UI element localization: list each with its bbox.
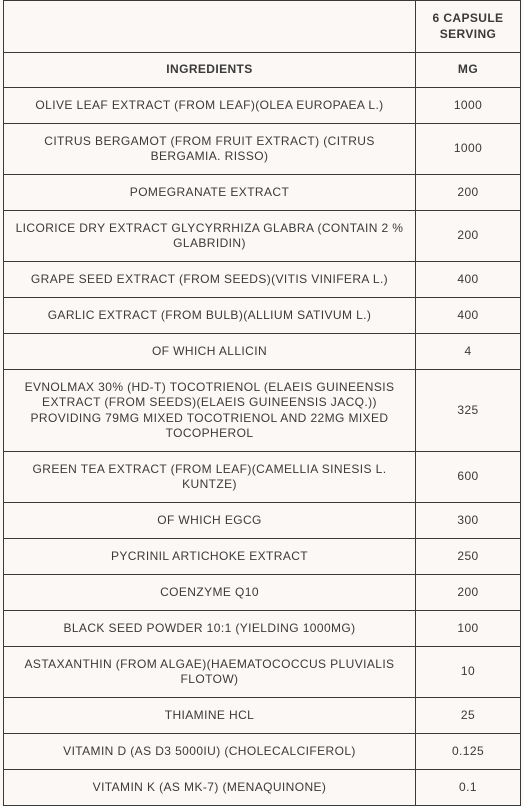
ingredient-name: OLIVE LEAF EXTRACT (FROM LEAF)(OLEA EUROPAEA L.) xyxy=(4,88,416,124)
ingredient-row xyxy=(4,175,521,211)
ingredient-row xyxy=(4,370,521,452)
ingredient-amount: 400 xyxy=(416,298,521,334)
ingredient-row xyxy=(4,452,521,503)
ingredient-row xyxy=(4,539,521,575)
ingredient-name: OF WHICH ALLICIN xyxy=(4,334,416,370)
ingredient-amount: 400 xyxy=(416,262,521,298)
supplement-facts-table xyxy=(3,0,521,806)
ingredients-header: INGREDIENTS xyxy=(4,53,416,88)
ingredient-amount: 1000 xyxy=(416,88,521,124)
ingredient-name: POMEGRANATE EXTRACT xyxy=(4,175,416,211)
ingredient-name: CITRUS BERGAMOT (FROM FRUIT EXTRACT) (CITRUS BERGAMIA. RISSO) xyxy=(4,124,416,175)
ingredient-row xyxy=(4,770,521,806)
ingredient-amount: 250 xyxy=(416,539,521,575)
ingredient-name: PYCRINIL ARTICHOKE EXTRACT xyxy=(4,539,416,575)
ingredient-amount: 10 xyxy=(416,647,521,698)
ingredient-row xyxy=(4,611,521,647)
ingredient-row xyxy=(4,211,521,262)
ingredient-name: BLACK SEED POWDER 10:1 (YIELDING 1000MG) xyxy=(4,611,416,647)
ingredient-name: OF WHICH EGCG xyxy=(4,503,416,539)
ingredient-row xyxy=(4,698,521,734)
ingredient-amount: 300 xyxy=(416,503,521,539)
ingredient-row xyxy=(4,334,521,370)
ingredient-name: VITAMIN D (AS D3 5000IU) (CHOLECALCIFEROL) xyxy=(4,734,416,770)
ingredient-row xyxy=(4,298,521,334)
ingredient-name: THIAMINE HCL xyxy=(4,698,416,734)
ingredient-name: LICORICE DRY EXTRACT GLYCYRRHIZA GLABRA (CONTAIN 2 % GLABRIDIN) xyxy=(4,211,416,262)
ingredient-row xyxy=(4,88,521,124)
ingredient-name: VITAMIN K (AS MK-7) (MENAQUINONE) xyxy=(4,770,416,806)
ingredient-amount: 325 xyxy=(416,370,521,452)
ingredient-amount: 4 xyxy=(416,334,521,370)
column-header-row xyxy=(4,53,521,88)
ingredient-name: ASTAXANTHIN (FROM ALGAE)(HAEMATOCOCCUS PLUVIALIS FLOTOW) xyxy=(4,647,416,698)
unit-header: MG xyxy=(416,53,521,88)
ingredient-name: EVNOLMAX 30% (HD-T) TOCOTRIENOL (ELAEIS GUINEENSIS EXTRACT (FROM SEEDS)(ELAEIS GUINEENSIS JACQ.)) PROVIDING 79MG MIXED TOCOTRIENOL AND 22MG MIXED TOCOPHEROL xyxy=(4,370,416,452)
ingredient-amount: 1000 xyxy=(416,124,521,175)
ingredient-amount: 0.1 xyxy=(416,770,521,806)
ingredient-amount: 0.125 xyxy=(416,734,521,770)
ingredient-amount: 600 xyxy=(416,452,521,503)
ingredient-name: GARLIC EXTRACT (FROM BULB)(ALLIUM SATIVUM L.) xyxy=(4,298,416,334)
ingredient-name: GREEN TEA EXTRACT (FROM LEAF)(CAMELLIA SINESIS L. KUNTZE) xyxy=(4,452,416,503)
ingredient-name: COENZYME Q10 xyxy=(4,575,416,611)
ingredient-row xyxy=(4,647,521,698)
ingredient-amount: 200 xyxy=(416,175,521,211)
ingredient-amount: 25 xyxy=(416,698,521,734)
ingredient-row xyxy=(4,124,521,175)
ingredient-name: GRAPE SEED EXTRACT (FROM SEEDS)(VITIS VINIFERA L.) xyxy=(4,262,416,298)
ingredient-amount: 100 xyxy=(416,611,521,647)
empty-header-cell xyxy=(4,1,416,53)
ingredient-amount: 200 xyxy=(416,211,521,262)
serving-header-row xyxy=(4,1,521,53)
ingredient-row xyxy=(4,262,521,298)
serving-size-header: 6 CAPSULE SERVING xyxy=(416,1,521,53)
ingredient-row xyxy=(4,734,521,770)
ingredient-row xyxy=(4,503,521,539)
ingredient-amount: 200 xyxy=(416,575,521,611)
ingredient-row xyxy=(4,575,521,611)
